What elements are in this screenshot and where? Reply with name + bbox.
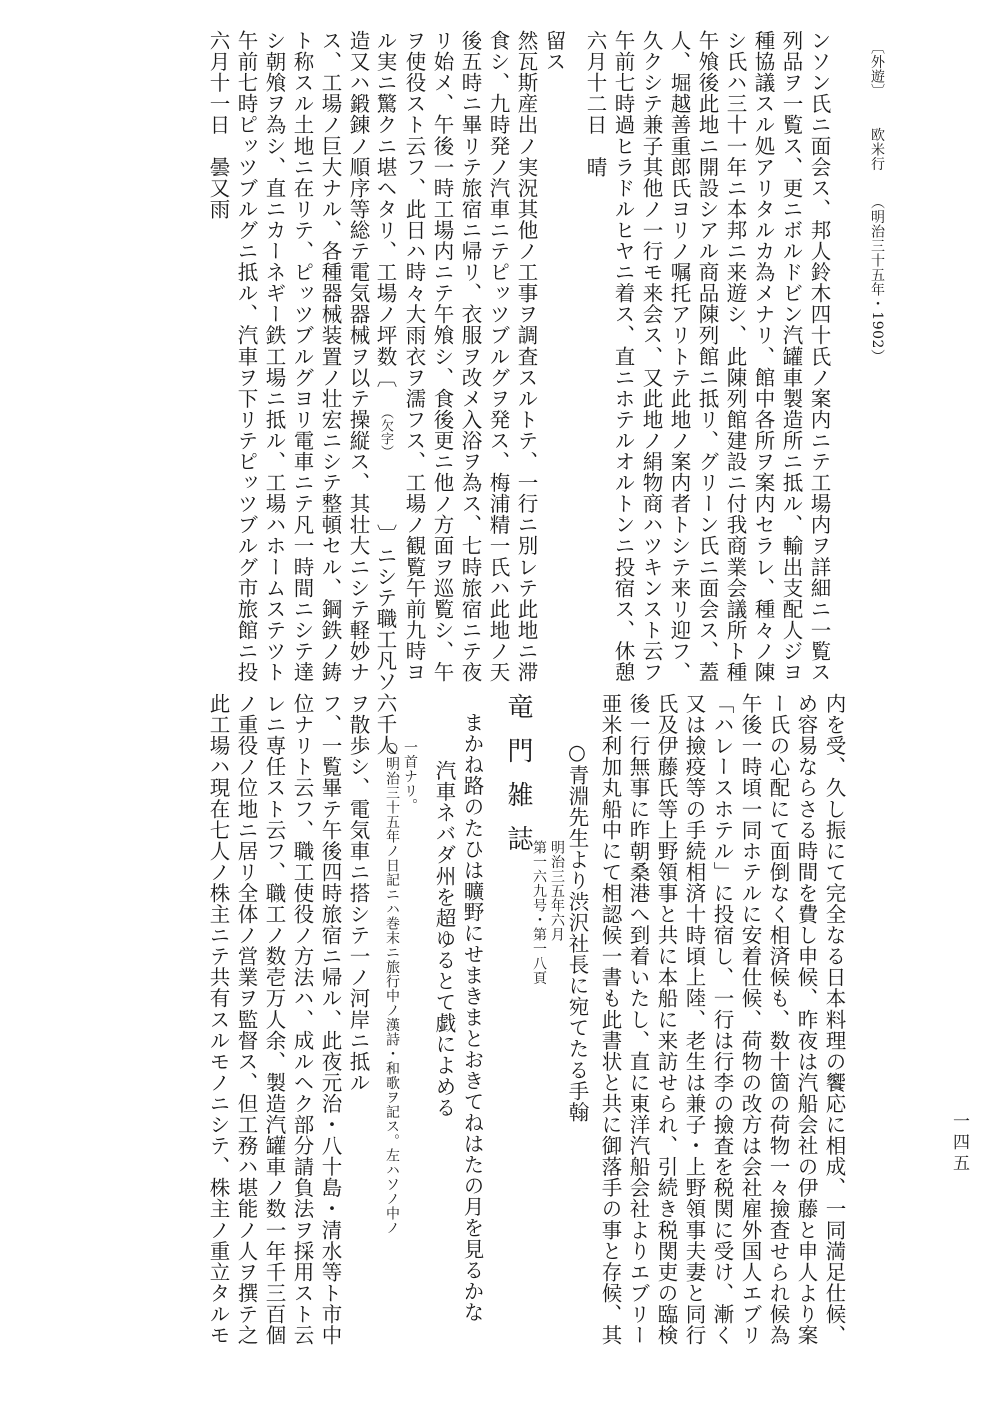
diary-line: 造又ハ鍛錬ノ順序等総テ電気器械ヲ以テ操縦ス、其壮大ニシテ軽妙ナ (346, 30, 370, 683)
diary-line: シ朝飧ヲ為シ、直ニカーネギー鉄工場ニ抵ル、工場ハホームステツト (262, 30, 286, 683)
poem: まかね路のたひは曠野にせまきまとおきてねはたの月を見るかな (460, 712, 484, 1323)
diary-line: リ始メ、午後一時工場内ニテ午飧シ、食後更ニ他ノ方面ヲ巡覧シ、午 (430, 30, 454, 683)
poem-heading: 汽車ネバダ州を超ゆるとて戯によめる (432, 760, 456, 1118)
lacuna-note: （欠字） (378, 405, 393, 458)
diary-date-june-12: 六月十二日 晴 (583, 30, 607, 178)
diary-line-part: ル実ニ驚クニ堪ヘタリ、工場ノ坪数〔 (373, 30, 397, 388)
diary-line: 留ス (542, 30, 566, 73)
diary-line: 久クシテ兼子其他ノ一行モ来会ス、又此地ノ絹物商ハツキンスト云フ (639, 30, 663, 683)
diary-line: 後五時ニ畢リテ旅宿ニ帰リ、衣服ヲ改メ入浴ヲ為ス、七時旅宿ニテ夜 (458, 30, 482, 683)
diary-line: 列品ヲ一覧ス、更ニボルドビン汽罐車製造所ニ抵ル、輸出支配人ジヨ (779, 30, 803, 683)
diary-line: 人、堀越善重郎氏ヨリノ嘱托アリトテ此地ノ案内者トシテ来リ迎フ、 (667, 30, 691, 683)
letter-line: 後一行無事に昨朝桑港へ到着いたし、直に東洋汽船会社よりエブリー (626, 693, 650, 1346)
letter-line: 又は撿疫等の手続相済十時頃上陸、老生は兼子・上野領事夫妻と同行 (682, 693, 706, 1346)
diary-line-part: 〕ニシテ職工凡ソ六千人 (373, 523, 397, 756)
diary-line: ノ重役ノ位地ニ居リ全体ノ営業ヲ監督ス、但工務ハ堪能ノ人ヲ撰テ之 (234, 693, 258, 1346)
diary-line: ヲ散歩シ、電気車ニ搭シテ一ノ河岸ニ抵ル (346, 693, 370, 1093)
letter-line: 亜米利加丸船中にて相認候一書も此書状と共に御落手の事と存候、其 (598, 693, 622, 1346)
diary-date-june-11: 六月十一日 曇又雨 (206, 30, 230, 220)
magazine-issue: 第一六九号・第一八頁 (531, 840, 547, 985)
magazine-date: 明治三五年六月 (549, 840, 565, 942)
letter-line: ー氏の心配にて面倒なく相済候も、数十箇の荷物一々撿査せられ候為 (766, 693, 790, 1346)
running-foot-category: 〔外遊〕 (869, 40, 885, 98)
diary-line: 此工場ハ現在七人ノ株主ニテ共有スルモノニシテ、株主ノ重立タルモ (206, 693, 230, 1346)
diary-line: シ氏ハ三十一年ニ本邦ニ来遊シ、此陳列館建設ニ付我商業会議所ト種 (723, 30, 747, 683)
diary-line: 種協議スル処アリタルカ為メナリ、館中各所ヲ案内セラレ、種々ノ陳 (751, 30, 775, 683)
diary-line: 位ナリト云フ、職工使役ノ方法ハ、成ルヘク部分請負法ヲ採用スト云 (290, 693, 314, 1346)
editorial-note: 一首ナリ。 (402, 740, 418, 813)
letter-line: 内を受、久し振にて完全なる日本料理の饗応に相成、一同満足仕候、 (822, 693, 846, 1346)
letter-line: め容易ならさる時間を費し申候、昨夜は汽船会社の伊藤と申人より案 (794, 693, 818, 1346)
diary-line: 食シ、九時発ノ汽車ニテピッツブルグヲ発ス、梅浦精一氏ハ此地ノ天 (486, 30, 510, 683)
running-foot-chapter: 欧米行 (869, 127, 885, 172)
diary-line: 然瓦斯産出ノ実況其他ノ工事ヲ調査スルトテ、一行ニ別レテ此地ニ滞 (514, 30, 538, 683)
diary-line: 午前七時ピッツブルグニ抵ル、汽車ヲ下リテピッツブルグ市旅館ニ投 (234, 30, 258, 683)
diary-line: レニ専任スト云フ、職工ノ数壱万人余、製造汽罐車ノ数一年千三百個 (262, 693, 286, 1346)
diary-line: ヲ使役スト云フ、此日ハ時々大雨衣ヲ濡フス、工場ノ観覧午前九時ヨ (402, 30, 426, 683)
running-foot-era: （明治三十五年・1902） (869, 195, 885, 364)
editorial-note: ○明治三十五年ノ日記ニハ巻末ニ旅行中ノ漢詩・和歌ヲ記ス。左ハソノ中ノ (384, 740, 400, 1235)
letter-line: 午後一時頃一同ホテルに安着仕候、荷物の改方は会社雇外国人エブリ (738, 693, 762, 1346)
diary-line: ス、工場ノ巨大ナル、各種器械装置ノ壮宏ニシテ整頓セル、鋼鉄ノ鋳 (318, 30, 342, 683)
diary-line: フ、一覧畢テ午後四時旅宿ニ帰ル、此夜元治・八十島・清水等ト市中 (318, 693, 342, 1346)
letter-line: 氏及伊藤氏等上野領事と共に本船に来訪せられ、引続き税関吏の臨検 (654, 693, 678, 1346)
page-number: 一四五 (949, 1112, 969, 1175)
diary-line: 午飧後此地ニ開設シアル商品陳列館ニ抵リ、グリーン氏ニ面会ス、蓋 (695, 30, 719, 683)
letter-line: 「ハレースホテル」に投宿し、一行は行李の撿査を税関に受け、漸く (710, 693, 734, 1346)
diary-line: ト称スル土地ニ在リテ、ピッツブルグヨリ電車ニテ凡一時間ニシテ達 (290, 30, 314, 683)
diary-line: ンソン氏ニ面会ス、邦人鈴木四十氏ノ案内ニテ工場内ヲ詳細ニ一覧ス (807, 30, 831, 683)
diary-line: 午前七時過ヒラドルヒヤニ着ス、直ニホテルオルトンニ投宿ス、休憩 (611, 30, 635, 683)
magazine-title: 竜門雑誌 (503, 693, 533, 869)
letter-heading: ○青淵先生より渋沢社長に宛てたる手翰 (565, 740, 589, 1123)
